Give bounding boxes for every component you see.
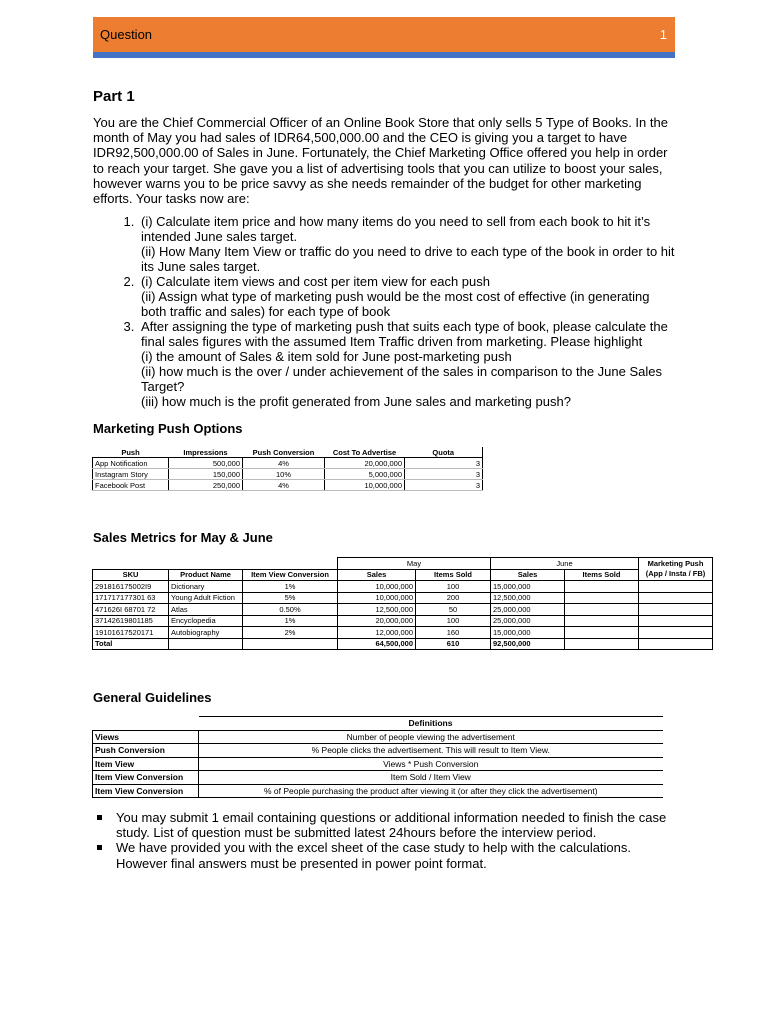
table-row [93,730,663,744]
table-header-row [93,569,713,581]
table-cell: 171717177301 63 [93,592,169,604]
table-cell: Autobiography [169,627,243,639]
table-cell: 25,000,000 [491,615,565,627]
table-cell: 0.50% [243,604,338,616]
table-cell: 12,000,000 [338,627,416,639]
table-cell: 19101617520171 [93,627,169,639]
table-cell: 25,000,000 [491,604,565,616]
table-cell [565,604,639,616]
table-cell: Young Adult Fiction [169,592,243,604]
table-cell [565,615,639,627]
table-row [93,458,483,469]
task-line: 2. (i) Calculate item views and cost per item view for each push [141,274,490,289]
marketing-push-header-line: (App / Insta / FB) [645,569,706,578]
column-header: Items Sold [416,569,491,581]
group-header-may: May [338,558,491,570]
table-cell: 4% [243,480,325,491]
header-title: Question [100,27,153,42]
table-cell: 37142619801185 [93,615,169,627]
column-header: Items Sold [565,569,639,581]
guidelines-section-title: General Guidelines [93,690,212,705]
table-cell: 100 [416,615,491,627]
task-line: (ii) how much is the over / under achievement of the sales in comparison to the June Sales Target? [141,364,662,394]
part-title: Part 1 [93,88,135,105]
table-cell: Encyclopedia [169,615,243,627]
definition-cell: Item Sold / Item View [199,771,663,785]
task-line: (ii) How Many Item View or traffic do you need to drive to each type of the book in order to hit its June sales target. [141,244,675,274]
table-cell: 5,000,000 [325,469,405,480]
task-line: (iii) how much is the profit generated from June sales and marketing push? [141,394,571,409]
table-row [93,480,483,491]
table-cell: 200 [416,592,491,604]
table-row [93,757,663,771]
task-line: (i) the amount of Sales & item sold for June post-marketing push [141,349,512,364]
table-cell [639,604,713,616]
table-cell: 10,000,000 [338,581,416,593]
header-accent-bar [93,52,675,58]
term-cell: Item View Conversion [93,784,199,798]
table-cell: Instagram Story [93,469,169,480]
task-item [138,274,678,319]
bullet-item: You may submit 1 email containing questions or additional information needed to finish the case study. List of question must be submitted latest 24hours before the interview period. [116,810,678,840]
table-cell: 10,000,000 [325,480,405,491]
column-header: SKU [93,569,169,581]
marketing-section-title: Marketing Push Options [93,421,243,436]
table-cell: 471626I 68701 72 [93,604,169,616]
table-cell [639,581,713,593]
definitions-header: Definitions [199,717,663,731]
marketing-push-header-line: Marketing Push [647,559,704,568]
table-cell: Atlas [169,604,243,616]
definition-cell: Views * Push Conversion [199,757,663,771]
sales-metrics-table [92,557,713,650]
table-row [93,744,663,758]
task-item [138,214,678,274]
intro-paragraph: You are the Chief Commercial Officer of an Online Book Store that only sells 5 Type of Books. In the month of May you had sales of IDR64,500,000.00 and the CEO is giving you a target to have IDR92,500,000.00 of Sales in June. Fortunately, the Chief Marketing Office offered you help in order to reach your target. She gave you a list of advertising tools that you can utilize to boost your sales, however warns you to be price savvy as she needs remainder of the budget for other marketing efforts. Your tasks now are: [93,115,668,207]
guideline-bullets [93,810,678,871]
table-cell [639,627,713,639]
bullet-item: We have provided you with the excel sheet of the case study to help with the calculations. However final answers must be presented in power point format. [116,840,678,870]
table-cell [639,638,713,650]
page-header [93,17,675,52]
table-row [93,771,663,785]
column-header: Cost To Advertise [325,447,405,458]
term-cell: Item View Conversion [93,771,199,785]
task-line: 3. After assigning the type of marketing push that suits each type of book, please calculate the final sales figures with the assumed Item Traffic driven from marketing. Please highlight [141,319,668,349]
table-cell: 500,000 [169,458,243,469]
marketing-push-header [639,558,713,581]
group-header-june: June [491,558,639,570]
table-cell: Facebook Post [93,480,169,491]
table-cell [639,592,713,604]
table-cell: 4% [243,458,325,469]
table-cell: 1% [243,615,338,627]
table-row [93,604,713,616]
table-cell: 15,000,000 [491,581,565,593]
table-cell: Total [93,638,169,650]
task-line: 1. (i) Calculate item price and how many items do you need to sell from each book to hit it’s intended June sales target. [141,214,651,244]
term-cell: Push Conversion [93,744,199,758]
table-cell: 12,500,000 [491,592,565,604]
table-cell: 20,000,000 [325,458,405,469]
table-cell: 50 [416,604,491,616]
table-header-row [93,717,663,731]
table-cell: Dictionary [169,581,243,593]
table-cell: 2% [243,627,338,639]
table-cell [565,581,639,593]
page-number: 1 [659,27,667,42]
guidelines-table [92,716,663,798]
table-cell: 64,500,000 [338,638,416,650]
table-row [93,627,713,639]
term-cell: Item View [93,757,199,771]
table-cell: App Notification [93,458,169,469]
table-row [93,581,713,593]
table-row [93,784,663,798]
table-cell: 20,000,000 [338,615,416,627]
empty-header [93,717,199,731]
table-row [93,592,713,604]
table-cell: 10,000,000 [338,592,416,604]
sales-section-title: Sales Metrics for May & June [93,530,273,545]
table-header-row [93,447,483,458]
table-cell: 12,500,000 [338,604,416,616]
table-cell [565,592,639,604]
column-header: Sales [491,569,565,581]
table-cell: 3 [405,480,483,491]
table-cell: 92,500,000 [491,638,565,650]
column-header: Quota [405,447,483,458]
table-cell [243,638,338,650]
total-row [93,638,713,650]
term-cell: Views [93,730,199,744]
table-cell: 1% [243,581,338,593]
table-cell: 15,000,000 [491,627,565,639]
column-header: Product Name [169,569,243,581]
table-row [93,615,713,627]
task-item [138,319,678,409]
table-cell: 150,000 [169,469,243,480]
table-cell: 10% [243,469,325,480]
definition-cell: % of People purchasing the product after viewing it (or after they click the advertisement) [199,784,663,798]
table-cell: 160 [416,627,491,639]
table-cell [565,638,639,650]
table-cell [639,615,713,627]
task-list [93,214,678,409]
table-group-row [93,558,713,570]
table-row [93,469,483,480]
definition-cell: % People clicks the advertisement. This will result to Item View. [199,744,663,758]
marketing-push-table [92,447,483,491]
column-header: Sales [338,569,416,581]
table-cell: 3 [405,458,483,469]
column-header: Impressions [169,447,243,458]
table-cell: 250,000 [169,480,243,491]
column-header: Item View Conversion [243,569,338,581]
table-cell: 3 [405,469,483,480]
table-cell [565,627,639,639]
table-cell [169,638,243,650]
empty-header [93,558,338,570]
table-cell: 5% [243,592,338,604]
table-cell: 291816175002I9 [93,581,169,593]
task-line: (ii) Assign what type of marketing push would be the most cost of effective (in generating both traffic and sales) for each type of book [141,289,650,319]
definition-cell: Number of people viewing the advertisement [199,730,663,744]
column-header: Push [93,447,169,458]
table-cell: 100 [416,581,491,593]
column-header: Push Conversion [243,447,325,458]
table-cell: 610 [416,638,491,650]
